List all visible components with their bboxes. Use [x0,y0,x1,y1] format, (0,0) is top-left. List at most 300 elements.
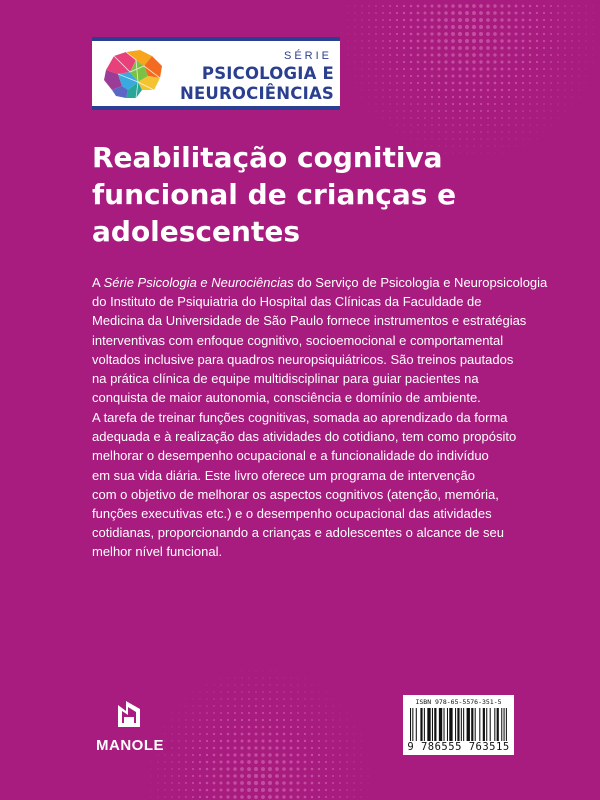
halftone-dot [382,12,384,14]
halftone-dot [403,117,404,118]
halftone-dot [375,54,377,56]
halftone-dot [268,760,272,764]
halftone-dot [382,40,384,42]
halftone-dot [375,33,377,35]
halftone-dot [305,685,306,686]
halftone-dot [269,684,270,685]
halftone-dot [480,96,482,98]
halftone-dot [494,117,496,119]
halftone-dot [403,68,405,70]
halftone-dot [515,89,517,91]
halftone-dot [522,33,525,36]
halftone-dot [213,768,216,771]
halftone-dot [417,61,420,64]
halftone-dot [557,54,559,56]
halftone-dot [341,34,342,35]
halftone-dot [493,67,496,70]
halftone-dot [403,124,404,125]
halftone-dot [233,788,236,791]
halftone-dot [206,719,208,721]
halftone-dot [269,726,272,729]
halftone-dot [543,19,545,21]
halftone-dot [522,75,524,77]
halftone-dot [375,19,377,21]
halftone-dot [417,75,419,77]
halftone-dot [325,775,327,777]
halftone-dot [571,54,572,55]
halftone-dot [199,775,201,777]
halftone-dot [479,60,482,63]
halftone-dot [493,11,497,15]
halftone-dot [332,747,334,749]
halftone-dot [536,12,538,14]
halftone-dot [445,89,448,92]
barcode-bar [416,708,417,741]
barcode-bar [486,708,487,741]
halftone-dot [465,60,468,63]
halftone-dot [550,26,552,28]
halftone-dot [226,767,229,770]
halftone-dot [368,12,369,13]
halftone-dot [362,97,363,98]
halftone-dot [318,740,320,742]
halftone-dot [362,90,363,91]
halftone-dot [424,117,426,119]
halftone-dot [368,797,369,798]
halftone-dot [206,789,209,792]
halftone-dot [572,90,573,91]
halftone-dot [171,733,172,734]
halftone-dot [361,762,362,763]
halftone-dot [199,761,201,763]
halftone-dot [311,761,314,764]
halftone-dot [508,117,510,119]
halftone-dot [507,53,510,56]
halftone-dot [424,124,425,125]
halftone-dot [396,75,398,77]
halftone-dot [291,678,292,679]
halftone-dot [501,82,504,85]
halftone-dot [192,726,194,728]
halftone-dot [557,75,558,76]
halftone-dot [396,26,398,28]
halftone-dot [382,82,383,83]
halftone-dot [417,12,420,15]
halftone-dot [452,131,453,132]
halftone-dot [297,733,299,735]
halftone-dot [451,4,455,8]
halftone-dot [383,118,384,119]
halftone-dot [375,96,376,97]
halftone-dot [494,89,496,91]
halftone-dot [479,25,483,29]
halftone-dot [536,40,538,42]
halftone-dot [283,726,285,728]
halftone-dot [514,32,517,35]
halftone-dot [262,691,263,692]
halftone-dot [494,131,495,132]
halftone-dot [325,719,326,720]
halftone-dot [466,131,467,132]
halftone-dot [417,103,419,105]
halftone-dot [480,117,482,119]
halftone-dot [361,33,362,34]
halftone-dot [493,32,497,36]
halftone-dot [522,96,524,98]
halftone-dot [571,5,572,6]
halftone-dot [277,671,278,672]
halftone-dot [261,781,265,785]
halftone-dot [486,60,489,63]
halftone-dot [355,62,356,63]
halftone-dot [410,75,412,77]
halftone-dot [410,47,413,50]
halftone-dot [282,746,285,749]
halftone-dot [248,719,250,721]
halftone-dot [185,733,186,734]
paragraph-line: A tarefa de treinar funções cognitivas, somada ao aprendizado da forma [92,410,508,425]
halftone-dot [452,110,454,112]
halftone-dot [165,741,166,742]
halftone-dot [354,26,355,27]
halftone-dot [437,11,440,14]
halftone-dot [355,76,356,77]
halftone-dot [340,706,341,707]
halftone-dot [423,39,426,42]
halftone-dot [296,788,299,791]
halftone-dot [348,13,349,14]
halftone-dot [282,760,285,763]
paragraph-line: voltados inclusive para quadros neuropsiquiátricos. São treinos pautados [92,351,514,367]
halftone-dot [206,761,209,764]
halftone-dot [465,53,469,57]
halftone-dot [213,740,215,742]
halftone-dot [452,103,454,105]
halftone-dot [275,774,279,778]
halftone-dot [472,25,476,29]
halftone-dot [178,733,179,734]
halftone-dot [536,33,538,35]
halftone-dot [318,782,320,784]
halftone-dot [515,54,518,57]
halftone-dot [361,68,362,69]
halftone-dot [369,104,370,105]
halftone-dot [480,103,482,105]
halftone-dot [192,747,194,749]
halftone-dot [368,19,369,20]
halftone-dot [311,775,314,778]
halftone-dot [451,60,454,63]
halftone-dot [465,4,469,8]
halftone-dot [311,789,314,792]
halftone-dot [240,788,244,792]
halftone-dot [424,131,425,132]
halftone-dot [410,26,413,29]
halftone-dot [346,754,347,755]
halftone-dot [550,82,552,84]
halftone-dot [536,19,538,21]
halftone-dot [593,34,594,35]
halftone-dot [529,82,531,84]
halftone-dot [480,82,483,85]
halftone-dot [423,32,426,35]
halftone-dot [466,124,468,126]
halftone-dot [515,103,517,105]
halftone-dot [382,54,384,56]
halftone-dot [451,53,455,57]
halftone-dot [403,19,405,21]
halftone-dot [326,699,327,700]
halftone-dot [544,132,545,133]
halftone-dot [262,705,264,707]
halftone-dot [417,117,418,118]
halftone-dot [235,678,236,679]
halftone-dot [255,733,258,736]
halftone-dot [227,691,228,692]
halftone-dot [586,13,587,14]
halftone-dot [557,33,559,35]
halftone-dot [247,788,251,792]
halftone-dot [480,110,482,112]
halftone-dot [507,32,510,35]
halftone-dot [207,692,208,693]
halftone-dot [529,110,530,111]
halftone-dot [487,131,488,132]
halftone-dot [537,125,538,126]
halftone-dot [472,4,476,8]
halftone-dot [465,18,469,22]
halftone-dot [361,776,362,777]
halftone-dot [241,684,242,685]
halftone-dot [325,754,327,756]
halftone-dot [557,12,559,14]
halftone-dot [543,12,545,14]
halftone-dot [268,788,272,792]
halftone-dot [458,46,462,50]
halftone-dot [522,89,524,91]
halftone-dot [283,705,285,707]
halftone-dot [276,719,278,721]
halftone-dot [192,754,194,756]
halftone-dot [178,740,179,741]
halftone-dot [382,26,384,28]
halftone-dot [543,117,544,118]
halftone-dot [479,53,483,57]
halftone-dot [213,712,215,714]
halftone-dot [579,90,580,91]
halftone-dot [493,25,497,29]
halftone-dot [458,60,461,63]
halftone-dot [241,726,244,729]
halftone-dot [361,5,362,6]
series-card-top-bar [92,37,340,41]
halftone-dot [564,12,566,14]
halftone-dot [269,691,270,692]
halftone-dot [171,740,172,741]
halftone-dot [248,733,251,736]
halftone-dot [227,747,230,750]
halftone-dot [255,719,257,721]
halftone-dot [220,691,221,692]
barcode-bar [447,708,448,741]
halftone-dot [233,746,236,749]
halftone-dot [318,768,320,770]
halftone-dot [290,698,291,699]
halftone-dot [396,54,398,56]
halftone-dot [424,68,427,71]
halftone-dot [361,26,362,27]
halftone-dot [192,789,194,791]
halftone-dot [376,111,377,112]
halftone-dot [507,39,510,42]
halftone-dot [275,746,278,749]
halftone-dot [389,19,391,21]
halftone-dot [368,769,369,770]
halftone-dot [417,96,419,98]
halftone-dot [558,111,559,112]
halftone-dot [178,796,180,798]
halftone-dot [508,131,509,132]
halftone-dot [193,699,194,700]
halftone-dot [199,726,201,728]
halftone-dot [564,82,565,83]
halftone-dot [227,705,229,707]
halftone-dot [353,782,354,783]
halftone-dot [508,89,510,91]
halftone-dot [200,692,201,693]
halftone-dot [368,61,369,62]
halftone-dot [557,103,558,104]
halftone-dot [332,712,333,713]
halftone-dot [304,740,306,742]
halftone-dot [220,754,223,757]
halftone-dot [564,5,566,7]
halftone-dot [290,740,293,743]
barcode-bar [490,708,491,741]
halftone-dot [382,103,383,104]
halftone-dot [325,782,327,784]
halftone-dot [249,678,250,679]
halftone-dot [424,61,427,64]
halftone-dot [172,720,173,721]
halftone-dot [282,753,285,756]
halftone-dot [465,74,468,77]
halftone-dot [290,705,292,707]
halftone-dot [473,96,475,98]
halftone-dot [171,796,172,797]
halftone-dot [579,76,580,77]
halftone-dot [452,89,455,92]
halftone-dot [341,41,342,42]
halftone-dot [438,68,441,71]
halftone-dot [240,767,244,771]
halftone-dot [164,782,165,783]
halftone-dot [311,796,314,799]
isbn-label: ISBN 978-65-5576-351-5 [415,698,502,706]
halftone-dot [466,96,468,98]
halftone-dot [410,19,413,22]
halftone-dot [508,110,510,112]
halftone-dot [354,741,355,742]
halftone-dot [240,753,243,756]
halftone-dot [586,48,587,49]
halftone-dot [382,61,384,63]
halftone-dot [304,768,307,771]
halftone-dot [220,726,222,728]
halftone-dot [424,75,427,78]
halftone-dot [480,124,482,126]
halftone-dot [396,47,398,49]
halftone-dot [500,32,503,35]
halftone-dot [564,54,566,56]
halftone-dot [297,719,299,721]
halftone-dot [397,125,398,126]
halftone-dot [282,788,286,792]
halftone-dot [318,719,320,721]
brain-icon [100,46,170,102]
halftone-dot [240,760,244,764]
halftone-dot [298,685,299,686]
halftone-dot [348,48,349,49]
halftone-dot [508,68,511,71]
halftone-dot [522,47,525,50]
halftone-dot [185,796,187,798]
halftone-dot [396,117,397,118]
halftone-dot [199,796,201,798]
halftone-dot [219,767,222,770]
halftone-dot [262,684,263,685]
halftone-dot [220,698,221,699]
halftone-dot [219,788,222,791]
paragraph-line: conquista de maior autonomia, consciência e domínio de ambiente. [92,390,481,406]
halftone-dot [234,719,236,721]
halftone-dot [297,712,299,714]
halftone-dot [451,39,455,43]
halftone-dot [529,75,531,77]
halftone-dot [389,12,391,14]
halftone-dot [158,776,159,777]
halftone-dot [151,790,152,791]
barcode-bar [467,708,470,741]
halftone-dot [219,774,222,777]
halftone-dot [353,768,354,769]
series-name-italic: Série Psicologia e Neurociências [103,275,294,290]
halftone-dot [536,82,538,84]
halftone-dot [297,761,300,764]
halftone-dot [206,747,208,749]
halftone-dot [206,768,209,771]
halftone-dot [558,125,559,126]
halftone-dot [571,75,572,76]
halftone-dot [276,698,278,700]
halftone-dot [403,47,405,49]
halftone-dot [297,705,299,707]
halftone-dot [226,788,229,791]
halftone-dot [276,733,279,736]
halftone-dot [240,774,244,778]
halftone-dot [269,733,272,736]
halftone-dot [220,747,223,750]
halftone-dot [368,776,369,777]
halftone-dot [486,18,490,22]
halftone-dot [262,719,264,721]
halftone-dot [297,747,300,750]
halftone-dot [346,740,347,741]
halftone-dot [522,82,524,84]
halftone-dot [305,678,306,679]
halftone-dot [403,103,404,104]
paragraph-lead: A [92,275,104,290]
